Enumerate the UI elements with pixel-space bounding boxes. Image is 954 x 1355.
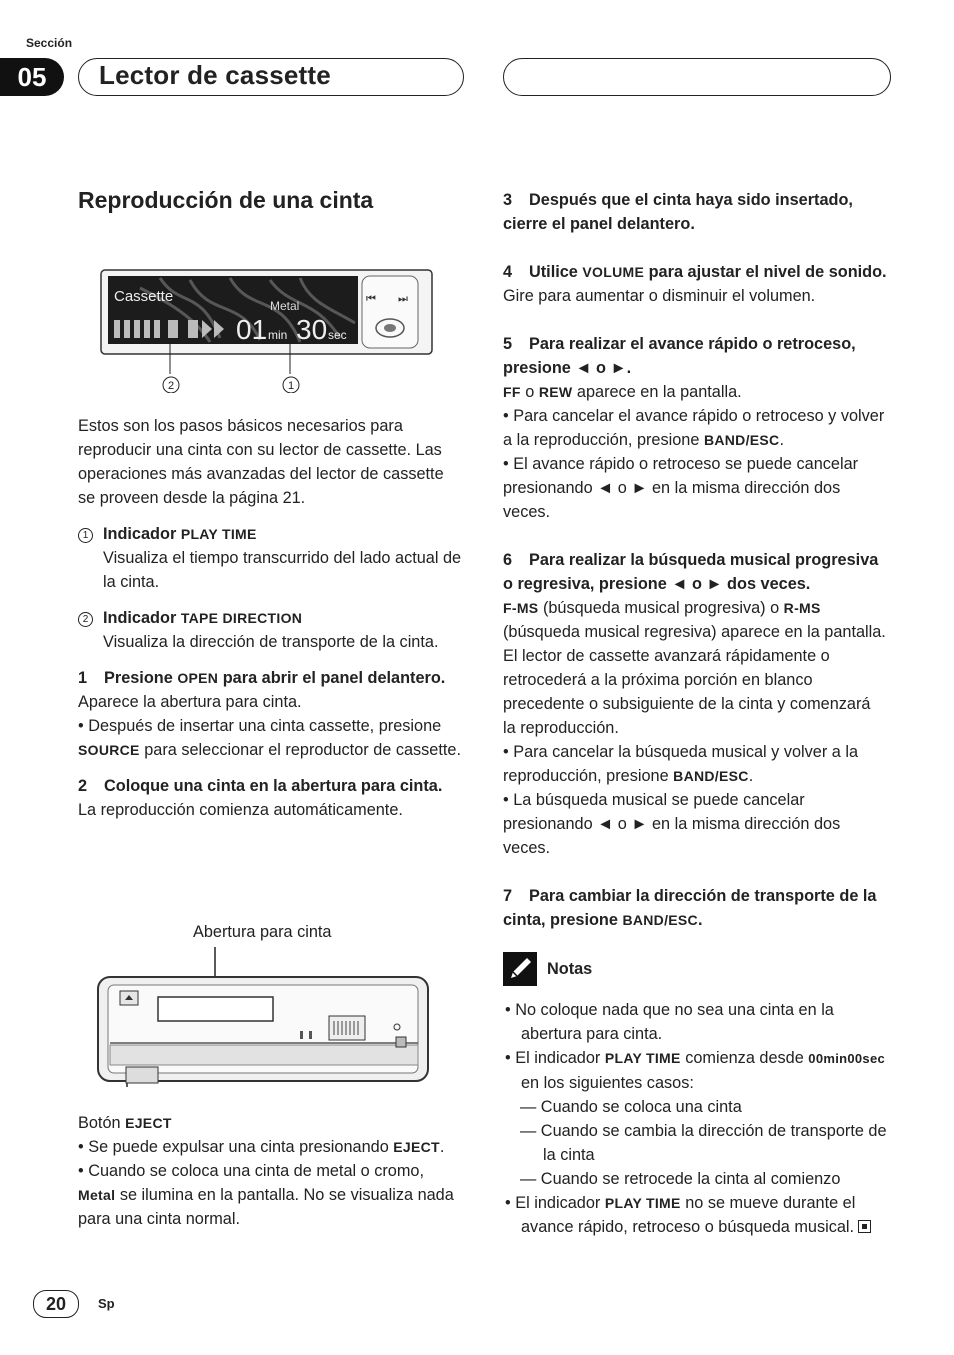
callout-2: 2 <box>167 380 175 392</box>
chapter-title: Lector de cassette <box>99 60 331 90</box>
speaker-center-icon <box>384 324 396 332</box>
step6-bullet-1: • Para cancelar la búsqueda musical y volver a la reproducción, presione BAND/ESC. <box>503 743 859 785</box>
metal-text: Metal <box>270 299 300 313</box>
tape-slot <box>158 997 273 1021</box>
eject-caption: Botón EJECT <box>78 1114 172 1132</box>
step4-heading: 4 Utilice VOLUME para ajustar el nivel de sonido. <box>503 263 887 281</box>
note-2-case-1: — Cuando se coloca una cinta <box>520 1098 742 1116</box>
note-2-case-2: — Cuando se cambia la dirección de transporte de la cinta <box>520 1122 887 1164</box>
step2-text: La reproducción comienza automáticamente. <box>78 801 403 819</box>
step1-heading: 1 Presione OPEN para abrir el panel delantero. <box>78 669 446 687</box>
item2-mark: 2 <box>78 612 93 627</box>
note-1: • No coloque nada que no sea una cinta en la abertura para cinta. <box>505 1001 834 1043</box>
note-2-case-3: — Cuando se retrocede la cinta al comienzo <box>520 1170 841 1188</box>
tape-slot-label: Abertura para cinta <box>193 923 332 941</box>
notes-header <box>503 952 887 986</box>
item1-label: Indicador <box>103 525 181 543</box>
sec-unit: sec <box>328 328 347 342</box>
cassette-deck-illustration <box>96 945 432 1090</box>
rewind-icon: ⏮ <box>366 293 376 305</box>
item2-key: TAPE DIRECTION <box>180 610 303 626</box>
empty-header-frame <box>503 58 891 96</box>
item2-desc: Visualiza la dirección de transporte de la cinta. <box>103 633 439 651</box>
right-column <box>503 188 887 1239</box>
deck-lower-panel <box>110 1045 418 1065</box>
callout-1: 1 <box>287 380 295 392</box>
step5-bullet-1: • Para cancelar el avance rápido o retroceso y volver a la reproducción, presione BAND/ESC. <box>503 407 885 449</box>
connector-pins <box>334 1021 358 1035</box>
step6-text: F-MS (búsqueda musical progresiva) o R-MS (búsqueda musical regresiva) aparece en la pantalla. El lector de cassette avanzará rápidamente o retrocederá a la próxima porción en blanco precedente o subsiguiente de la cinta y comenzará la reproducción. <box>503 599 886 737</box>
section-label: Sección <box>26 36 73 50</box>
step1-bullet: • Después de insertar una cinta cassette, presione SOURCE para seleccionar el reproductor de cassette. <box>78 717 461 759</box>
section-number-badge: 05 <box>0 58 64 96</box>
pencil-note-icon <box>503 952 537 986</box>
step1-text: Aparece la abertura para cinta. <box>78 693 302 711</box>
note-3: • El indicador PLAY TIME no se mueve durante el avance rápido, retroceso o búsqueda musical. <box>505 1191 887 1239</box>
deck-foot <box>126 1067 158 1083</box>
item2-label: Indicador <box>103 609 181 627</box>
step5-bullet-2: • El avance rápido o retroceso se puede cancelar presionando ◄ o ► en la misma dirección dos veces. <box>503 455 859 521</box>
step6-bullet-2: • La búsqueda musical se puede cancelar presionando ◄ o ► en la misma dirección dos veces. <box>503 791 841 857</box>
item1-key: PLAY TIME <box>180 526 257 542</box>
left-column-bottom <box>78 1111 462 1231</box>
notes-title: Notas <box>547 960 593 978</box>
eject-bullet-2: • Cuando se coloca una cinta de metal o cromo, Metal se ilumina en la pantalla. No se visualiza nada para una cinta normal. <box>78 1162 454 1228</box>
end-mark-icon <box>858 1220 871 1233</box>
language-code: Sp <box>98 1296 115 1311</box>
cassette-text: Cassette <box>114 288 174 305</box>
fast-forward-icon: ⏭ <box>398 293 408 305</box>
min-unit: min <box>268 328 288 342</box>
display-illustration <box>100 268 435 393</box>
step3-heading: 3 Después que el cinta haya sido insertado, cierre el panel delantero. <box>503 191 853 233</box>
time-minutes: 01 <box>236 314 268 345</box>
section-heading: Reproducción de una cinta <box>78 187 374 213</box>
intro-paragraph: Estos son los pasos básicos necesarios para reproducir una cinta con su lector de cassette. Las operaciones más avanzadas del lector de cassette se proveen desde la página 21. <box>78 417 444 507</box>
time-seconds: 30 <box>296 314 328 345</box>
step5-line: FF o REW aparece en la pantalla. <box>503 383 742 401</box>
item1-desc: Visualiza el tiempo transcurrido del lado actual de la cinta. <box>103 549 462 591</box>
step2-heading: 2 Coloque una cinta en la abertura para cinta. <box>78 777 443 795</box>
step5-heading: 5 Para realizar el avance rápido o retroceso, presione ◄ o ►. <box>503 335 856 377</box>
note-2: • El indicador PLAY TIME comienza desde 00min00sec en los siguientes casos: <box>505 1049 886 1092</box>
page-number: 20 <box>33 1290 79 1318</box>
item1-mark: 1 <box>78 528 93 543</box>
step7-heading: 7 Para cambiar la dirección de transporte de la cinta, presione BAND/ESC. <box>503 887 877 929</box>
step6-heading: 6 Para realizar la búsqueda musical progresiva o regresiva, presione ◄ o ► dos veces. <box>503 551 879 593</box>
eject-bullet-1: • Se puede expulsar una cinta presionando EJECT. <box>78 1138 445 1156</box>
step4-text: Gire para aumentar o disminuir el volumen. <box>503 287 816 305</box>
left-column-top <box>78 414 462 822</box>
